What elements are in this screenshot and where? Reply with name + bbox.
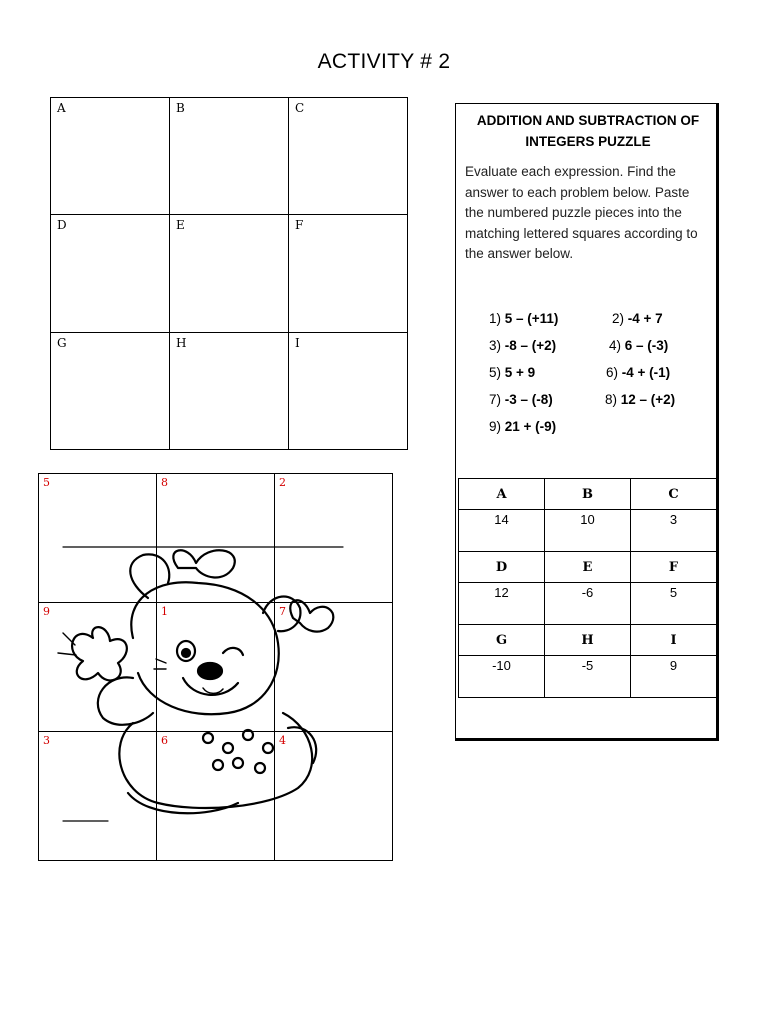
box-title-line1: ADDITION AND SUBTRACTION OF — [476, 113, 700, 128]
square-a: A — [51, 98, 170, 215]
problem-3: 3) -8 – (+2) — [489, 338, 557, 353]
answer-value-g: -10 — [459, 656, 545, 698]
answer-value-b: 10 — [545, 510, 631, 552]
box-title-line2: INTEGERS PUZZLE — [525, 134, 651, 149]
puzzle-pieces-grid — [38, 473, 393, 861]
square-e: E — [170, 215, 289, 332]
problem-1: 1) 5 – (+11) — [489, 311, 559, 326]
lettered-squares-grid — [50, 97, 408, 450]
answer-letter-h: H — [545, 625, 631, 656]
problem-8: 8) 12 – (+2) — [605, 392, 676, 407]
answer-letter-b: B — [545, 479, 631, 510]
problem-2: 2) -4 + 7 — [612, 311, 663, 326]
answer-letter-c: C — [631, 479, 717, 510]
answer-value-a: 14 — [459, 510, 545, 552]
puzzle-piece-9: 9 — [39, 603, 157, 732]
instructions-text: Evaluate each expression. Find the answer to each problem below. Paste the numbered puzzle pieces into the matching lettered squares according to the answer below. — [465, 164, 698, 261]
page-title: ACTIVITY # 2 — [317, 50, 451, 73]
square-g: G — [51, 332, 170, 449]
answer-value-i: 9 — [631, 656, 717, 698]
puzzle-piece-8: 8 — [157, 474, 275, 603]
square-d: D — [51, 215, 170, 332]
answer-value-d: 12 — [459, 583, 545, 625]
problem-6: 6) -4 + (-1) — [606, 365, 671, 380]
answer-letter-g: G — [459, 625, 545, 656]
answer-letter-i: I — [631, 625, 717, 656]
answer-letter-a: A — [459, 479, 545, 510]
square-c: C — [289, 98, 408, 215]
square-b: B — [170, 98, 289, 215]
square-i: I — [289, 332, 408, 449]
puzzle-piece-4: 4 — [275, 732, 393, 861]
box-title — [456, 110, 720, 152]
problem-4: 4) 6 – (-3) — [609, 338, 669, 353]
answer-letter-d: D — [459, 552, 545, 583]
answer-letter-e: E — [545, 552, 631, 583]
puzzle-piece-6: 6 — [157, 732, 275, 861]
answer-value-c: 3 — [631, 510, 717, 552]
problem-7: 7) -3 – (-8) — [489, 392, 553, 407]
square-h: H — [170, 332, 289, 449]
instructions-box — [455, 103, 719, 741]
answer-letter-f: F — [631, 552, 717, 583]
answer-value-e: -6 — [545, 583, 631, 625]
square-f: F — [289, 215, 408, 332]
puzzle-piece-1: 1 — [157, 603, 275, 732]
puzzle-piece-7: 7 — [275, 603, 393, 732]
problem-9: 9) 21 + (-9) — [489, 419, 557, 434]
problem-5: 5) 5 + 9 — [489, 365, 536, 380]
puzzle-piece-3: 3 — [39, 732, 157, 861]
answer-value-h: -5 — [545, 656, 631, 698]
puzzle-piece-2: 2 — [275, 474, 393, 603]
puzzle-piece-5: 5 — [39, 474, 157, 603]
answer-value-f: 5 — [631, 583, 717, 625]
answer-key-table — [458, 478, 717, 698]
